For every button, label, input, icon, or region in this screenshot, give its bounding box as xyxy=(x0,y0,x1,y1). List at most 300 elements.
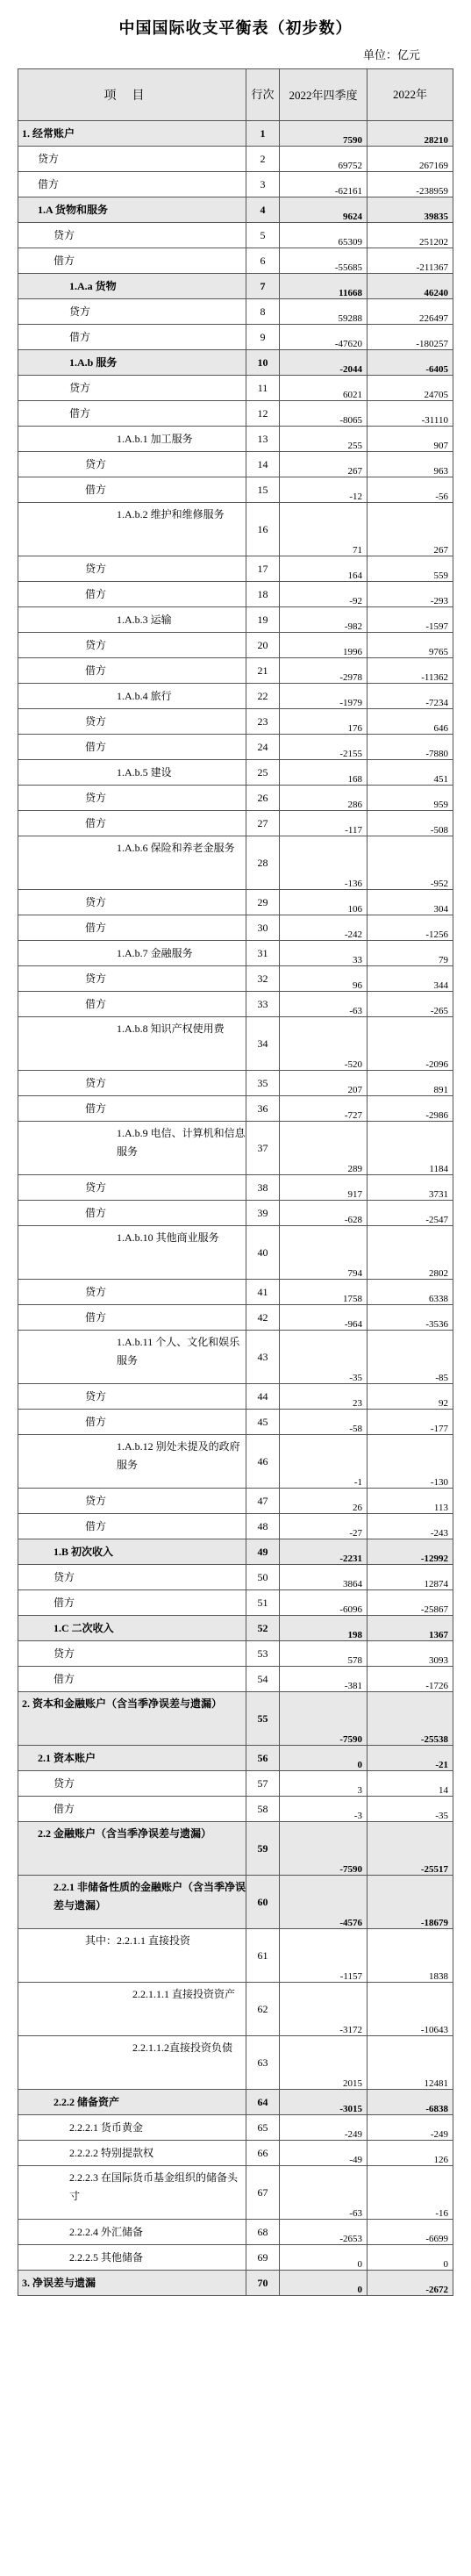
row-label: 借方 xyxy=(18,1410,246,1435)
row-line-number: 49 xyxy=(246,1539,280,1565)
row-label: 贷方 xyxy=(18,376,246,401)
row-line-number: 51 xyxy=(246,1590,280,1616)
table-row xyxy=(18,1226,453,1280)
row-line-number: 12 xyxy=(246,401,280,427)
row-label: 借方 xyxy=(18,992,246,1017)
row-year-value: 344 xyxy=(368,966,453,992)
row-year-value: 6338 xyxy=(368,1280,453,1305)
row-line-number: 28 xyxy=(246,836,280,890)
row-q4-value: -3 xyxy=(280,1797,368,1822)
row-year-value: 46240 xyxy=(368,274,453,299)
row-label: 贷方 xyxy=(18,966,246,992)
table-row xyxy=(18,172,453,197)
row-year-value: -2096 xyxy=(368,1017,453,1071)
header-year: 2022年 xyxy=(368,69,453,121)
row-year-value: -10643 xyxy=(368,1983,453,2036)
row-year-value: -211367 xyxy=(368,248,453,274)
row-q4-value: 578 xyxy=(280,1641,368,1667)
table-row xyxy=(18,556,453,582)
table-row xyxy=(18,2141,453,2166)
table-row xyxy=(18,941,453,966)
row-year-value: 1184 xyxy=(368,1122,453,1175)
table-row xyxy=(18,1746,453,1771)
row-year-value: 891 xyxy=(368,1071,453,1096)
row-year-value: -56 xyxy=(368,477,453,503)
table-row xyxy=(18,1384,453,1410)
row-q4-value: -7590 xyxy=(280,1822,368,1876)
bop-table xyxy=(18,68,453,2296)
row-label: 1.A.b.6 保险和养老金服务 xyxy=(18,836,246,890)
row-q4-value: 917 xyxy=(280,1175,368,1201)
row-label: 贷方 xyxy=(18,786,246,811)
row-label: 2.2.2.5 其他储备 xyxy=(18,2245,246,2271)
row-q4-value: -8065 xyxy=(280,401,368,427)
row-line-number: 16 xyxy=(246,503,280,556)
row-label: 借方 xyxy=(18,1797,246,1822)
row-line-number: 2 xyxy=(246,147,280,172)
table-row xyxy=(18,147,453,172)
row-label: 3. 净误差与遗漏 xyxy=(18,2271,246,2296)
row-line-number: 54 xyxy=(246,1667,280,1692)
row-label: 1.A.b.10 其他商业服务 xyxy=(18,1226,246,1280)
row-q4-value: -63 xyxy=(280,2166,368,2220)
row-year-value: -243 xyxy=(368,1514,453,1539)
row-label: 借方 xyxy=(18,1305,246,1331)
table-row xyxy=(18,2245,453,2271)
row-q4-value: -92 xyxy=(280,582,368,607)
row-q4-value: 207 xyxy=(280,1071,368,1096)
page-title: 中国国际收支平衡表（初步数） xyxy=(118,19,353,37)
table-row xyxy=(18,401,453,427)
row-year-value: 3731 xyxy=(368,1175,453,1201)
row-label: 1.A.b.8 知识产权使用费 xyxy=(18,1017,246,1071)
row-q4-value: -4576 xyxy=(280,1876,368,1929)
row-line-number: 10 xyxy=(246,350,280,376)
row-year-value: -2672 xyxy=(368,2271,453,2296)
row-label: 借方 xyxy=(18,401,246,427)
row-line-number: 66 xyxy=(246,2141,280,2166)
header-item: 项目 xyxy=(18,69,246,121)
row-q4-value: -982 xyxy=(280,607,368,633)
table-row xyxy=(18,1797,453,1822)
row-line-number: 13 xyxy=(246,427,280,452)
row-q4-value: 33 xyxy=(280,941,368,966)
row-label: 1.A.b.2 维护和维修服务 xyxy=(18,503,246,556)
row-q4-value: 9624 xyxy=(280,197,368,223)
row-year-value: -7880 xyxy=(368,735,453,760)
row-line-number: 34 xyxy=(246,1017,280,1071)
table-row xyxy=(18,1983,453,2036)
row-label: 贷方 xyxy=(18,1771,246,1797)
row-q4-value: -62161 xyxy=(280,172,368,197)
row-label: 借方 xyxy=(18,735,246,760)
row-year-value: -180257 xyxy=(368,325,453,350)
table-row xyxy=(18,197,453,223)
row-label: 2.2.2.1 货币黄金 xyxy=(18,2115,246,2141)
row-line-number: 55 xyxy=(246,1692,280,1746)
row-q4-value: -49 xyxy=(280,2141,368,2166)
row-q4-value: 2015 xyxy=(280,2036,368,2090)
row-label: 贷方 xyxy=(18,1489,246,1514)
row-q4-value: 69752 xyxy=(280,147,368,172)
table-row xyxy=(18,376,453,401)
row-q4-value: -35 xyxy=(280,1331,368,1384)
row-q4-value: -1979 xyxy=(280,684,368,709)
row-line-number: 45 xyxy=(246,1410,280,1435)
row-year-value: -293 xyxy=(368,582,453,607)
row-q4-value: 6021 xyxy=(280,376,368,401)
row-q4-value: 96 xyxy=(280,966,368,992)
row-line-number: 58 xyxy=(246,1797,280,1822)
row-year-value: -2547 xyxy=(368,1201,453,1226)
row-year-value: 39835 xyxy=(368,197,453,223)
row-year-value: -952 xyxy=(368,836,453,890)
table-row xyxy=(18,503,453,556)
row-label: 2.2.2.2 特别提款权 xyxy=(18,2141,246,2166)
row-q4-value: -47620 xyxy=(280,325,368,350)
row-label: 借方 xyxy=(18,1667,246,1692)
row-year-value: 1367 xyxy=(368,1616,453,1641)
table-row xyxy=(18,1280,453,1305)
row-q4-value: -2653 xyxy=(280,2220,368,2245)
table-row xyxy=(18,607,453,633)
row-line-number: 17 xyxy=(246,556,280,582)
row-q4-value: -242 xyxy=(280,915,368,941)
header-q4: 2022年四季度 xyxy=(280,69,368,121)
row-year-value: -130 xyxy=(368,1435,453,1489)
row-q4-value: -3015 xyxy=(280,2090,368,2115)
table-row xyxy=(18,325,453,350)
row-year-value: 907 xyxy=(368,427,453,452)
row-q4-value: -249 xyxy=(280,2115,368,2141)
row-year-value: 267 xyxy=(368,503,453,556)
table-row xyxy=(18,811,453,836)
table-row xyxy=(18,2115,453,2141)
row-line-number: 68 xyxy=(246,2220,280,2245)
row-q4-value: 11668 xyxy=(280,274,368,299)
row-label: 1.A.b 服务 xyxy=(18,350,246,376)
row-q4-value: -58 xyxy=(280,1410,368,1435)
row-q4-value: -2978 xyxy=(280,658,368,684)
row-line-number: 22 xyxy=(246,684,280,709)
row-label: 贷方 xyxy=(18,556,246,582)
row-line-number: 53 xyxy=(246,1641,280,1667)
row-line-number: 65 xyxy=(246,2115,280,2141)
row-label: 1.A.b.1 加工服务 xyxy=(18,427,246,452)
header-row xyxy=(18,69,453,121)
table-row xyxy=(18,1616,453,1641)
table-row xyxy=(18,427,453,452)
row-q4-value: 0 xyxy=(280,1746,368,1771)
row-line-number: 63 xyxy=(246,2036,280,2090)
row-year-value: 304 xyxy=(368,890,453,915)
row-label: 借方 xyxy=(18,325,246,350)
row-year-value: 79 xyxy=(368,941,453,966)
row-line-number: 5 xyxy=(246,223,280,248)
row-line-number: 46 xyxy=(246,1435,280,1489)
row-label: 其中：2.2.1.1 直接投资 xyxy=(18,1929,246,1983)
table-row xyxy=(18,223,453,248)
table-row xyxy=(18,1410,453,1435)
table-row xyxy=(18,992,453,1017)
table-row xyxy=(18,1435,453,1489)
row-q4-value: 286 xyxy=(280,786,368,811)
table-row xyxy=(18,1122,453,1175)
row-line-number: 59 xyxy=(246,1822,280,1876)
row-line-number: 4 xyxy=(246,197,280,223)
row-label: 贷方 xyxy=(18,1641,246,1667)
row-q4-value: -1 xyxy=(280,1435,368,1489)
row-label: 借方 xyxy=(18,172,246,197)
row-label: 借方 xyxy=(18,1201,246,1226)
row-year-value: 14 xyxy=(368,1771,453,1797)
row-q4-value: 23 xyxy=(280,1384,368,1410)
row-q4-value: 168 xyxy=(280,760,368,786)
row-label: 2.2.1.1.2直接投资负债 xyxy=(18,2036,246,2090)
row-year-value: 3093 xyxy=(368,1641,453,1667)
row-line-number: 14 xyxy=(246,452,280,477)
row-label: 2.2.2 储备资产 xyxy=(18,2090,246,2115)
table-row xyxy=(18,1822,453,1876)
row-year-value: 226497 xyxy=(368,299,453,325)
row-q4-value: -7590 xyxy=(280,1692,368,1746)
row-year-value: -18679 xyxy=(368,1876,453,1929)
row-label: 1.B 初次收入 xyxy=(18,1539,246,1565)
table-row xyxy=(18,2166,453,2220)
row-label: 贷方 xyxy=(18,452,246,477)
row-label: 借方 xyxy=(18,582,246,607)
row-line-number: 25 xyxy=(246,760,280,786)
row-label: 借方 xyxy=(18,811,246,836)
row-year-value: -25867 xyxy=(368,1590,453,1616)
row-line-number: 18 xyxy=(246,582,280,607)
row-label: 贷方 xyxy=(18,147,246,172)
row-year-value: -12992 xyxy=(368,1539,453,1565)
row-year-value: -6838 xyxy=(368,2090,453,2115)
row-year-value: 9765 xyxy=(368,633,453,658)
row-q4-value: 267 xyxy=(280,452,368,477)
row-year-value: -1726 xyxy=(368,1667,453,1692)
row-q4-value: -136 xyxy=(280,836,368,890)
row-year-value: -11362 xyxy=(368,658,453,684)
row-year-value: -265 xyxy=(368,992,453,1017)
row-label: 2.2 金融账户（含当季净误差与遗漏） xyxy=(18,1822,246,1876)
row-label: 贷方 xyxy=(18,299,246,325)
row-label: 借方 xyxy=(18,1514,246,1539)
row-line-number: 7 xyxy=(246,274,280,299)
row-label: 1.A.b.7 金融服务 xyxy=(18,941,246,966)
row-q4-value: -1157 xyxy=(280,1929,368,1983)
row-year-value: 92 xyxy=(368,1384,453,1410)
row-label: 借方 xyxy=(18,477,246,503)
row-q4-value: -6096 xyxy=(280,1590,368,1616)
row-year-value: 28210 xyxy=(368,121,453,147)
row-q4-value: -381 xyxy=(280,1667,368,1692)
row-q4-value: -964 xyxy=(280,1305,368,1331)
row-q4-value: 164 xyxy=(280,556,368,582)
row-label: 借方 xyxy=(18,1590,246,1616)
row-year-value: -3536 xyxy=(368,1305,453,1331)
row-label: 1.C 二次收入 xyxy=(18,1616,246,1641)
row-year-value: 959 xyxy=(368,786,453,811)
unit-label: 单位：亿元 xyxy=(362,48,420,61)
table-row xyxy=(18,966,453,992)
row-label: 2.1 资本账户 xyxy=(18,1746,246,1771)
table-row xyxy=(18,836,453,890)
row-line-number: 3 xyxy=(246,172,280,197)
row-q4-value: -2044 xyxy=(280,350,368,376)
table-row xyxy=(18,709,453,735)
table-row xyxy=(18,1071,453,1096)
row-label: 借方 xyxy=(18,248,246,274)
row-year-value: 12481 xyxy=(368,2036,453,2090)
row-line-number: 6 xyxy=(246,248,280,274)
row-line-number: 35 xyxy=(246,1071,280,1096)
table-row xyxy=(18,1539,453,1565)
row-label: 2.2.1.1.1 直接投资资产 xyxy=(18,1983,246,2036)
row-q4-value: 198 xyxy=(280,1616,368,1641)
row-year-value: -2986 xyxy=(368,1096,453,1122)
table-row xyxy=(18,350,453,376)
row-year-value: 113 xyxy=(368,1489,453,1514)
table-row xyxy=(18,274,453,299)
table-row xyxy=(18,2036,453,2090)
row-label: 借方 xyxy=(18,658,246,684)
row-line-number: 9 xyxy=(246,325,280,350)
row-year-value: -1256 xyxy=(368,915,453,941)
row-q4-value: -3172 xyxy=(280,1983,368,2036)
table-row xyxy=(18,1590,453,1616)
row-label: 贷方 xyxy=(18,223,246,248)
row-year-value: 451 xyxy=(368,760,453,786)
row-year-value: 559 xyxy=(368,556,453,582)
row-line-number: 27 xyxy=(246,811,280,836)
table-row xyxy=(18,121,453,147)
row-year-value: -7234 xyxy=(368,684,453,709)
row-q4-value: 794 xyxy=(280,1226,368,1280)
row-year-value: 126 xyxy=(368,2141,453,2166)
row-line-number: 31 xyxy=(246,941,280,966)
table-row xyxy=(18,1489,453,1514)
row-year-value: 646 xyxy=(368,709,453,735)
table-row xyxy=(18,477,453,503)
row-line-number: 1 xyxy=(246,121,280,147)
table-row xyxy=(18,786,453,811)
row-year-value: -508 xyxy=(368,811,453,836)
row-q4-value: 289 xyxy=(280,1122,368,1175)
table-row xyxy=(18,1201,453,1226)
row-q4-value: 65309 xyxy=(280,223,368,248)
row-line-number: 32 xyxy=(246,966,280,992)
table-row xyxy=(18,735,453,760)
row-q4-value: 71 xyxy=(280,503,368,556)
row-label: 2. 资本和金融账户（含当季净误差与遗漏） xyxy=(18,1692,246,1746)
row-line-number: 48 xyxy=(246,1514,280,1539)
table-row xyxy=(18,915,453,941)
table-row xyxy=(18,684,453,709)
row-year-value: -16 xyxy=(368,2166,453,2220)
table-body xyxy=(18,121,453,2296)
table-row xyxy=(18,890,453,915)
row-year-value: -1597 xyxy=(368,607,453,633)
row-label: 2.2.2.3 在国际货币基金组织的储备头寸 xyxy=(18,2166,246,2220)
row-q4-value: 1758 xyxy=(280,1280,368,1305)
table-row xyxy=(18,760,453,786)
row-line-number: 41 xyxy=(246,1280,280,1305)
row-label: 1.A.b.4 旅行 xyxy=(18,684,246,709)
row-year-value: 1838 xyxy=(368,1929,453,1983)
row-line-number: 60 xyxy=(246,1876,280,1929)
row-q4-value: 255 xyxy=(280,427,368,452)
table-row xyxy=(18,1096,453,1122)
row-year-value: -25538 xyxy=(368,1692,453,1746)
row-label: 1.A.b.11 个人、文化和娱乐服务 xyxy=(18,1331,246,1384)
row-q4-value: -27 xyxy=(280,1514,368,1539)
row-line-number: 40 xyxy=(246,1226,280,1280)
row-q4-value: 176 xyxy=(280,709,368,735)
row-q4-value: -727 xyxy=(280,1096,368,1122)
row-year-value: -25517 xyxy=(368,1822,453,1876)
row-year-value: -249 xyxy=(368,2115,453,2141)
row-label: 2.2.2.4 外汇储备 xyxy=(18,2220,246,2245)
row-line-number: 15 xyxy=(246,477,280,503)
table-row xyxy=(18,1876,453,1929)
row-year-value: -177 xyxy=(368,1410,453,1435)
row-q4-value: 7590 xyxy=(280,121,368,147)
row-year-value: 251202 xyxy=(368,223,453,248)
row-line-number: 56 xyxy=(246,1746,280,1771)
table-row xyxy=(18,452,453,477)
row-q4-value: 59288 xyxy=(280,299,368,325)
row-label: 贷方 xyxy=(18,1565,246,1590)
row-line-number: 23 xyxy=(246,709,280,735)
table-row xyxy=(18,1331,453,1384)
row-label: 贷方 xyxy=(18,709,246,735)
row-q4-value: 0 xyxy=(280,2245,368,2271)
row-label: 贷方 xyxy=(18,890,246,915)
table-row xyxy=(18,299,453,325)
row-line-number: 44 xyxy=(246,1384,280,1410)
row-line-number: 21 xyxy=(246,658,280,684)
table-row xyxy=(18,1514,453,1539)
row-year-value: -238959 xyxy=(368,172,453,197)
row-line-number: 11 xyxy=(246,376,280,401)
row-label: 1.A.b.5 建设 xyxy=(18,760,246,786)
row-line-number: 52 xyxy=(246,1616,280,1641)
table-row xyxy=(18,2271,453,2296)
row-year-value: 12874 xyxy=(368,1565,453,1590)
row-line-number: 43 xyxy=(246,1331,280,1384)
row-line-number: 30 xyxy=(246,915,280,941)
table-row xyxy=(18,1175,453,1201)
row-label: 1.A 货物和服务 xyxy=(18,197,246,223)
row-year-value: -31110 xyxy=(368,401,453,427)
row-line-number: 33 xyxy=(246,992,280,1017)
row-year-value: -35 xyxy=(368,1797,453,1822)
row-q4-value: 3 xyxy=(280,1771,368,1797)
row-year-value: -6405 xyxy=(368,350,453,376)
table-row xyxy=(18,633,453,658)
table-row xyxy=(18,582,453,607)
row-label: 1.A.b.12 别处未提及的政府服务 xyxy=(18,1435,246,1489)
row-q4-value: 106 xyxy=(280,890,368,915)
table-row xyxy=(18,1017,453,1071)
row-label: 1.A.b.9 电信、计算机和信息服务 xyxy=(18,1122,246,1175)
row-line-number: 50 xyxy=(246,1565,280,1590)
row-line-number: 39 xyxy=(246,1201,280,1226)
row-label: 贷方 xyxy=(18,1071,246,1096)
row-q4-value: -520 xyxy=(280,1017,368,1071)
